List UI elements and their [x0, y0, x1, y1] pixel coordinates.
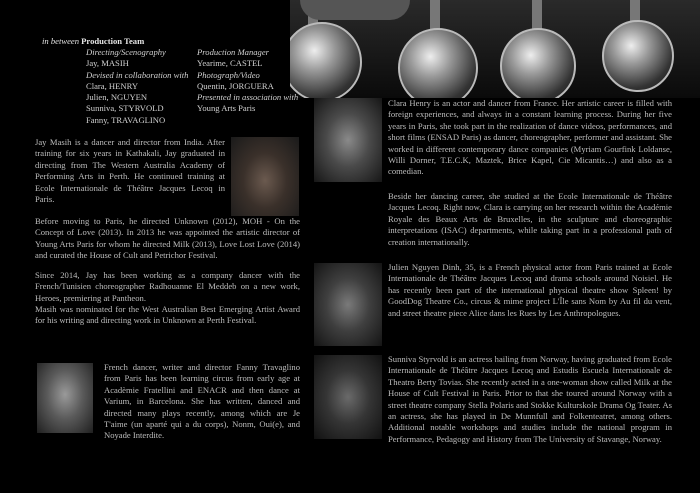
julien-portrait-photo: [314, 263, 382, 346]
crew-name: Sunniva, STYRVOLD: [86, 103, 164, 114]
clara-portrait-photo: [314, 98, 382, 182]
crew-name: Yearime, CASTEL: [197, 58, 263, 69]
jay-portrait-photo: [231, 137, 299, 216]
sunniva-bio: Sunniva Styrvold is an actress hailing from Norway, having graduated from Ecole Internationale de Théâtre Jacques Lecoq and Estudis Escuela Internationale de Theatro Berty Tovias. She recently acted in a one-woman show called Milk at the House of Cult Festival in Paris. Prior to that she toured around Norway with a street theatre company Stella Polaris and Stokke Kulturskole Drama Og Teater. As an actress, she has played in De Munnfull and Folkenteatret, among others. Additional notable workshops and studies include the national program in Performance, Pedagogy and History from The University of Stavange, Norway.: [388, 354, 672, 444]
crew-name: Young Arts Paris: [197, 103, 256, 114]
sunniva-portrait-photo: [314, 355, 382, 439]
jay-bio-award: Masih was nominated for the West Australian Best Emerging Artist Award for his writing and directing work in Unknown at Perth Festival.: [35, 304, 300, 326]
jay-bio-dance: Since 2014, Jay has been working as a company dancer with the French/Tunisien choreographer Radhouanne El Meddeb on a new work, Heroes, premiering at Pantheon.: [35, 270, 300, 303]
crew-list-right: [197, 47, 298, 115]
julien-bio: Julien Nguyen Dinh, 35, is a French physical actor from Paris trained at Ecole Internationale de Théâtre Jacques Lecoq and drama schools around Noisiel. He has recently been part of the international physical theatre show Spleen! by GoodDog Theatre Co., circus & mime project L'Île sans Nom by Au fil du vent, and street theatre piece Alice dans les Rues by Les Anthropologues.: [388, 262, 672, 318]
jay-bio-intro: Jay Masih is a dancer and director from India. After training for six years in Kathakali, Jay graduated in directing from The Western Australia Academy of Performing Arts in Perth. He continued training at Ecole Internationale de Théâtre Jacques Lecoq in Paris.: [35, 137, 225, 205]
crew-role: Photograph/Video: [197, 69, 260, 80]
crew-name: Clara, HENRY: [86, 80, 139, 91]
header-photo-flasks: [290, 0, 700, 98]
crew-role: Directing/Scenography: [86, 47, 166, 57]
team-heading: in between Production Team: [42, 36, 145, 46]
fanny-portrait-photo: [37, 363, 93, 433]
clara-bio-studies: Beside her dancing career, she studied at the Ecole Internationale de Théâtre Jacques Lecoq. Right now, Clara is carrying on her research within the Académie Royale des Beaux Arts de Bruxelles, in the sculpture and choreographic interpretations (ISAC) departments, while taking part in a professional path of creation internationally.: [388, 191, 672, 247]
crew-name: Jay, MASIH: [86, 58, 129, 69]
crew-role: Production Manager: [197, 47, 270, 57]
jay-bio-career: Before moving to Paris, he directed Unknown (2012), MOH - On the Concept of Love (2013). In 2013 he was appointed the artistic director of Young Arts Paris for whom he directed Milk (2013), Love Lost Love (2014) and curated the House of Cult and Petrichor Festival.: [35, 216, 300, 261]
fanny-bio: French dancer, writer and director Fanny Travaglino from Paris has been learning circus from early age at Acadèmie Fratellini and ENACR and then dance at Varium, in Barcelona. She has written, danced and directed many plays recently, among which are Je T'aime (un aparté qui a du corps), Nonm, Oui(e), and Noyade Interdite.: [104, 362, 300, 441]
crew-name: Fanny, TRAVAGLINO: [86, 114, 166, 125]
clara-bio-career: Clara Henry is an actor and dancer from France. Her artistic career is filled with foreign experiences, and always in a constant learning process. During her five years in Paris, she took part in the realization of dance videos, performances, and short films (ENSAD Paris) as dancer, choreographer, performer and assistant. She worked in different contemporary dance companies (Myriam Gourfink Loldanse, Willi Dorner, T.E.C.K, Maztek, Brice Kapel, Cie Micantis…) and also as a comedian.: [388, 98, 672, 177]
crew-list-left: [86, 47, 188, 126]
crew-name: Julien, NGUYEN: [86, 92, 148, 103]
crew-role: Presented in association with: [197, 92, 299, 103]
crew-role: Devised in collaboration with: [86, 69, 189, 80]
crew-name: Quentin, JORGUERA: [197, 80, 274, 91]
